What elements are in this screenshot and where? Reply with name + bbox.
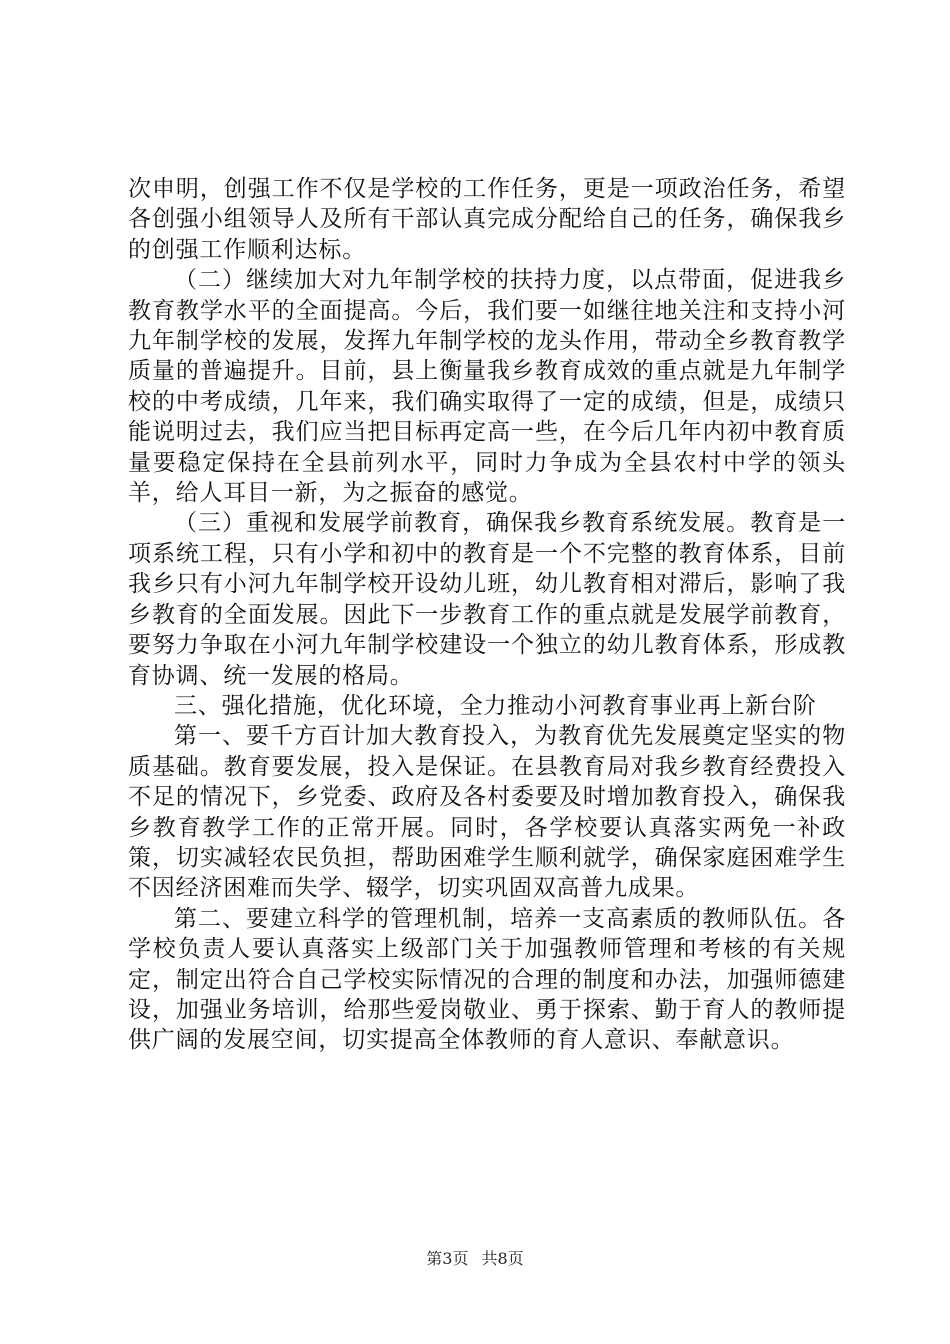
paragraph-section-2: （二）继续加大对九年制学校的扶持力度，以点带面，促进我乡教育教学水平的全面提高。今后，我们要一如继往地关注和支持小河九年制学校的发展，发挥九年制学校的龙头作用，带动全乡教育教学质量的普遍提升。目前，县上衡量我乡教育成效的重点就是九年制学校的中考成绩，几年来，我们确实取得了一定的成绩，但是，成绩只能说明过去，我们应当把目标再定高一些，在今后几年内初中教育质量要稳定保持在全县前列水平，同时力争成为全县农村中学的领头羊，给人耳目一新，为之振奋的感觉。 bbox=[128, 267, 846, 507]
page-number: 第3页 bbox=[426, 1249, 469, 1268]
page-total: 共8页 bbox=[481, 1249, 524, 1268]
heading-part-3: 三、强化措施，优化环境，全力推动小河教育事业再上新台阶 bbox=[174, 692, 817, 719]
paragraph-first-measure: 第一、要千方百计加大教育投入，为教育优先发展奠定坚实的物质基础。教育要发展，投入是保证。在县教育局对我乡教育经费投入不足的情况下，乡党委、政府及各村委要及时增加教育投入，确保我乡教育教学工作的正常开展。同时，各学校要认真落实两免一补政策，切实减轻农民负担，帮助困难学生顺利就学，确保家庭困难学生不因经济困难而失学、辍学，切实巩固双高普九成果。 bbox=[128, 723, 846, 902]
paragraph-second-measure: 第二、要建立科学的管理机制，培养一支高素质的教师队伍。各学校负责人要认真落实上级部门关于加强教师管理和考核的有关规定，制定出符合自己学校实际情况的合理的制度和办法，加强师德建设，加强业务培训，给那些爱岗敬业、勇于探索、勤于育人的教师提供广阔的发展空间，切实提高全体教师的育人意识、奉献意识。 bbox=[128, 905, 846, 1054]
paragraph-continuation: 次申明，创强工作不仅是学校的工作任务，更是一项政治任务，希望各创强小组领导人及所有干部认真完成分配给自己的任务，确保我乡的创强工作顺利达标。 bbox=[128, 176, 846, 263]
document-body bbox=[128, 174, 846, 1056]
paragraph-section-3: （三）重视和发展学前教育，确保我乡教育系统发展。教育是一项系统工程，只有小学和初中的教育是一个不完整的教育体系，目前我乡只有小河九年制学校开设幼儿班，幼儿教育相对滞后，影响了我乡教育的全面发展。因此下一步教育工作的重点就是发展学前教育，要努力争取在小河九年制学校建设一个独立的幼儿教育体系，形成教育协调、统一发展的格局。 bbox=[128, 510, 846, 689]
page-footer bbox=[0, 1246, 950, 1269]
